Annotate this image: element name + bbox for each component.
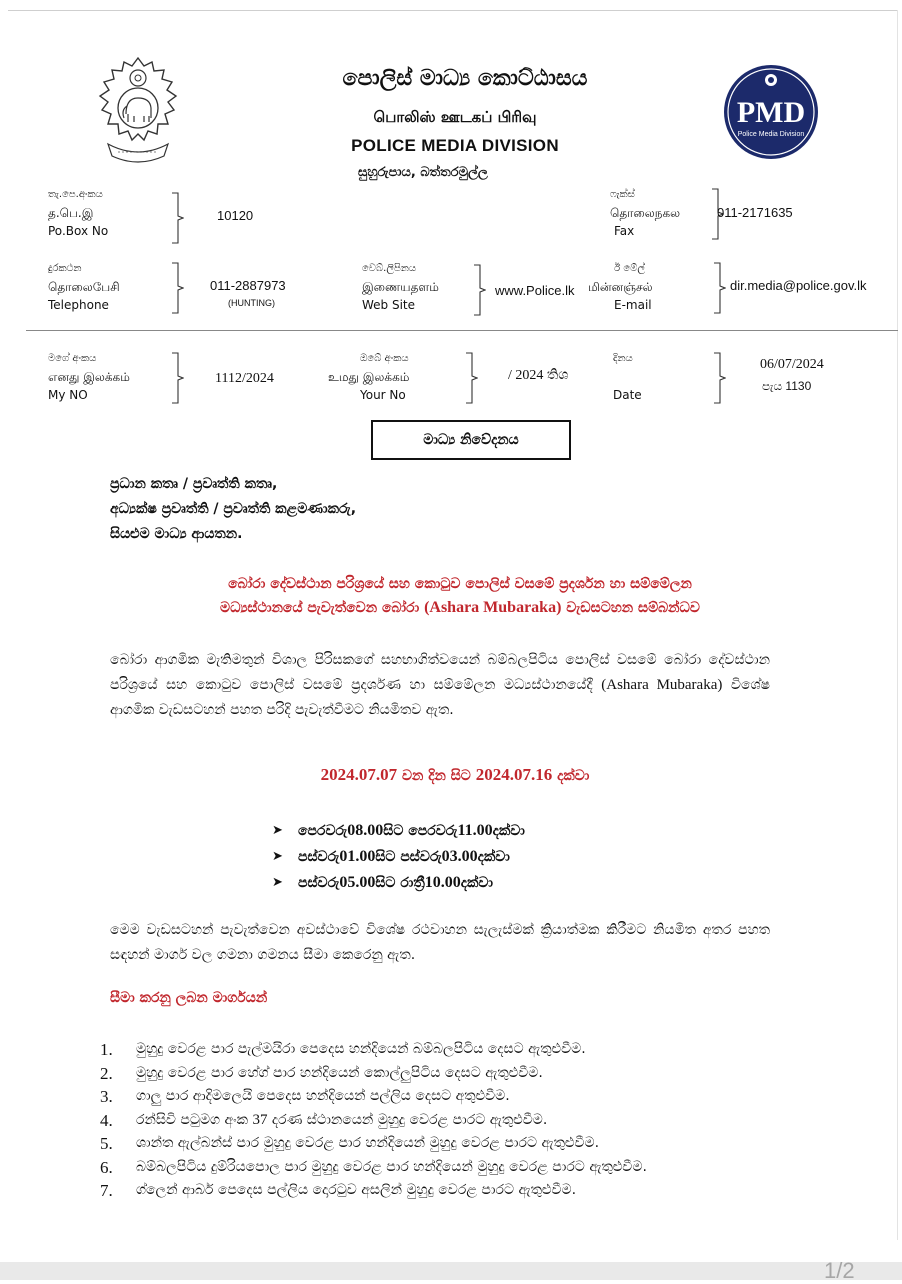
website-label: වෙබ්.ලිපිනය இணையதளம் Web Site — [362, 263, 439, 312]
pmd-logo-subtext: Police Media Division — [737, 131, 805, 138]
routes-heading: සීමා කරනු ලබන මාර්ගයන් — [110, 990, 268, 1006]
recipients-block — [110, 472, 356, 547]
page-number: 1/2 — [824, 1258, 855, 1283]
brace-email — [712, 262, 726, 314]
recipient-line: සියළුම මාධ්‍ය ආයතන. — [110, 526, 243, 542]
recipient-line: අධ්‍යක්ෂ ප්‍රවෘත්ති / ප්‍රවෘත්ති කළමණාකරු, — [110, 501, 357, 517]
page-gap — [0, 1262, 902, 1280]
my-no-value: 1112/2024 — [215, 371, 274, 386]
brace-my-no — [170, 352, 184, 404]
telephone-note: (HUNTING) — [228, 298, 275, 308]
time-value: පැය 1130 — [762, 379, 812, 393]
list-item: 3. ගාලු පාර ආදිමලෙයි පෙදෙස හන්දියෙන් පල්ලිය දෙසට අතුළුවීම. — [100, 1087, 510, 1106]
list-item: 5. ශාන්ත ඇල්බන්ස් පාර මුහුදු වෙරළ පාර හන්දියෙන් මුහුදු වෙරළ පාරට ඇතුළුවීම. — [100, 1134, 600, 1153]
release-title-box — [371, 420, 571, 460]
email-label: ඊ මේල් மின்னஞ்சல் E-mail — [588, 263, 653, 312]
crest-icon — [765, 74, 777, 86]
pobox-value: 10120 — [217, 208, 254, 223]
page-edge-top — [8, 10, 898, 11]
email-link[interactable]: dir.media@police.gov.lk — [730, 278, 867, 293]
brace-website — [472, 264, 486, 316]
time-slots — [272, 818, 525, 896]
your-no-label: ඔබේ අංකය உமது இலக்கம் Your No — [328, 353, 410, 402]
arrow-bullet-icon: ➤ — [272, 849, 283, 864]
police-seal-icon — [94, 52, 182, 170]
header-title-tamil: பொலிஸ் ஊடகப் பிரிவு — [373, 108, 537, 126]
date-value: 06/07/2024 — [760, 357, 824, 372]
subject-line-2: මධ්‍යස්ථානයේ පැවැත්වෙන බෝරා (Ashara Mubaraka) වැඩසටහන සම්බන්ධව — [220, 599, 700, 616]
telephone-label: දුරකථන தொலைபேசி Telephone — [48, 263, 120, 312]
header-title-sinhala: පොලිස් මාධ්‍ය කොට්ඨාසය — [342, 66, 588, 91]
telephone-value: 011-2887973 — [210, 278, 286, 293]
brace-date — [712, 352, 726, 404]
your-no-value: / 2024 තිශ — [508, 368, 569, 383]
time-slot: ➤ පස්වරු 05.00 සිට රාත්‍රී 10.00 දක්වා — [272, 870, 525, 896]
website-link[interactable]: www.Police.lk — [495, 283, 575, 298]
time-slot: ➤ පෙරවරු 08.00 සිට පෙරවරු 11.00 දක්වා — [272, 818, 525, 844]
arrow-bullet-icon: ➤ — [272, 875, 283, 890]
my-no-label: මගේ අංකය எனது இலக்கம் My NO — [48, 353, 130, 402]
fax-value: 011-2171635 — [717, 205, 793, 220]
list-item: 2. මුහුදු වෙරළ පාර හේග් පාර හන්දියෙන් කොල්ලුපිටිය දෙසට ඇතුළුවීම. — [100, 1063, 543, 1083]
subject-line-1: බෝරා දේවස්ථාන පරිශ්‍රයේ සහ කොටුව පොලිස් වසමේ ප්‍රදර්ශන හා සම්මේලන — [228, 576, 692, 592]
brace-your-no — [464, 352, 478, 404]
body-paragraph-2: මෙම වැඩසටහන් පැවැත්වෙන අවස්ථාවේ විශේෂ රථවාහන සැලැස්මක් ක්‍රියාත්මක කිරීමට නියමිත අතර පහත සඳහන් මාර්ග වල ගමනා ගමනය සීමා කෙරෙනු ඇත. — [110, 922, 770, 963]
list-item: 6. බම්බලපිටිය දුම්රියපොල පාර මුහුදු වෙරළ පාර හන්දියෙන් මුහුදු වෙරළ පාරට ඇතුළුවීම. — [100, 1157, 647, 1177]
brace-pobox — [170, 192, 184, 244]
fax-label: ෆැක්ස් தொலைநகல Fax — [610, 189, 681, 238]
list-item: 7. ග්ලෙන් ආබර් පෙදෙස පල්ලිය දොරටුව අසලින් මුහුදු වෙරළ පාරට ඇතුළුවීම. — [100, 1181, 577, 1200]
page-edge-right — [897, 10, 898, 1240]
header-divider — [26, 330, 898, 331]
body-paragraph-1: බෝරා ආගමික මැතිමතුන් විශාල පිරිසකගේ සහභාගිත්වයෙන් බම්බලපිටිය පොලිස් වසමේ බෝරා දේවස්ථාන පරිශ්‍රයේ සහ කොටුව පොලිස් වසමේ ප්‍රදර්ශණ හා සම්මේලන මධ්‍යස්ථානයේදී (Ashara Mubaraka) විශේෂ ආගමික වැඩසටහන් පහත පරිදි පැවැත්වීමට නියමිතව ඇත. — [110, 652, 771, 718]
recipient-line: ප්‍රධාන කතෘ / ප්‍රවෘත්ති කතෘ, — [110, 476, 278, 492]
pmd-logo-text: PMD — [736, 96, 806, 129]
arrow-bullet-icon: ➤ — [272, 823, 283, 838]
routes-list — [100, 1038, 800, 1203]
release-title: මාධ්‍ය නිවේදනය — [423, 432, 519, 448]
time-slot: ➤ පස්වරු 01.00 සිට පස්වරු 03.00 දක්වා — [272, 844, 525, 870]
list-item: 4. රන්සිවි පටුමග අංක 37 දරණ ස්ථානයෙන් මුහුදු වෙරළ පාරට ඇතුළුවීම. — [100, 1110, 548, 1130]
date-range: 2024.07.07 වන දින සිට 2024.07.16 දක්වා — [320, 765, 590, 784]
pmd-logo — [722, 62, 820, 162]
pobox-label: තැ.පෙ.අංකය த.பெ.இ Po.Box No — [48, 189, 109, 238]
brace-telephone — [170, 262, 184, 314]
header-title-english: POLICE MEDIA DIVISION — [351, 136, 559, 155]
header-address: සුහුරුපාය, බත්තරමුල්ල — [358, 165, 488, 180]
list-item: 1. මුහුදු වෙරළ පාර පැල්මයිරා පෙදෙස හන්දියෙන් බම්බලපිටිය දෙසට ඇතුළුවීම. — [100, 1040, 586, 1059]
date-label: දිනය Date — [613, 353, 642, 402]
